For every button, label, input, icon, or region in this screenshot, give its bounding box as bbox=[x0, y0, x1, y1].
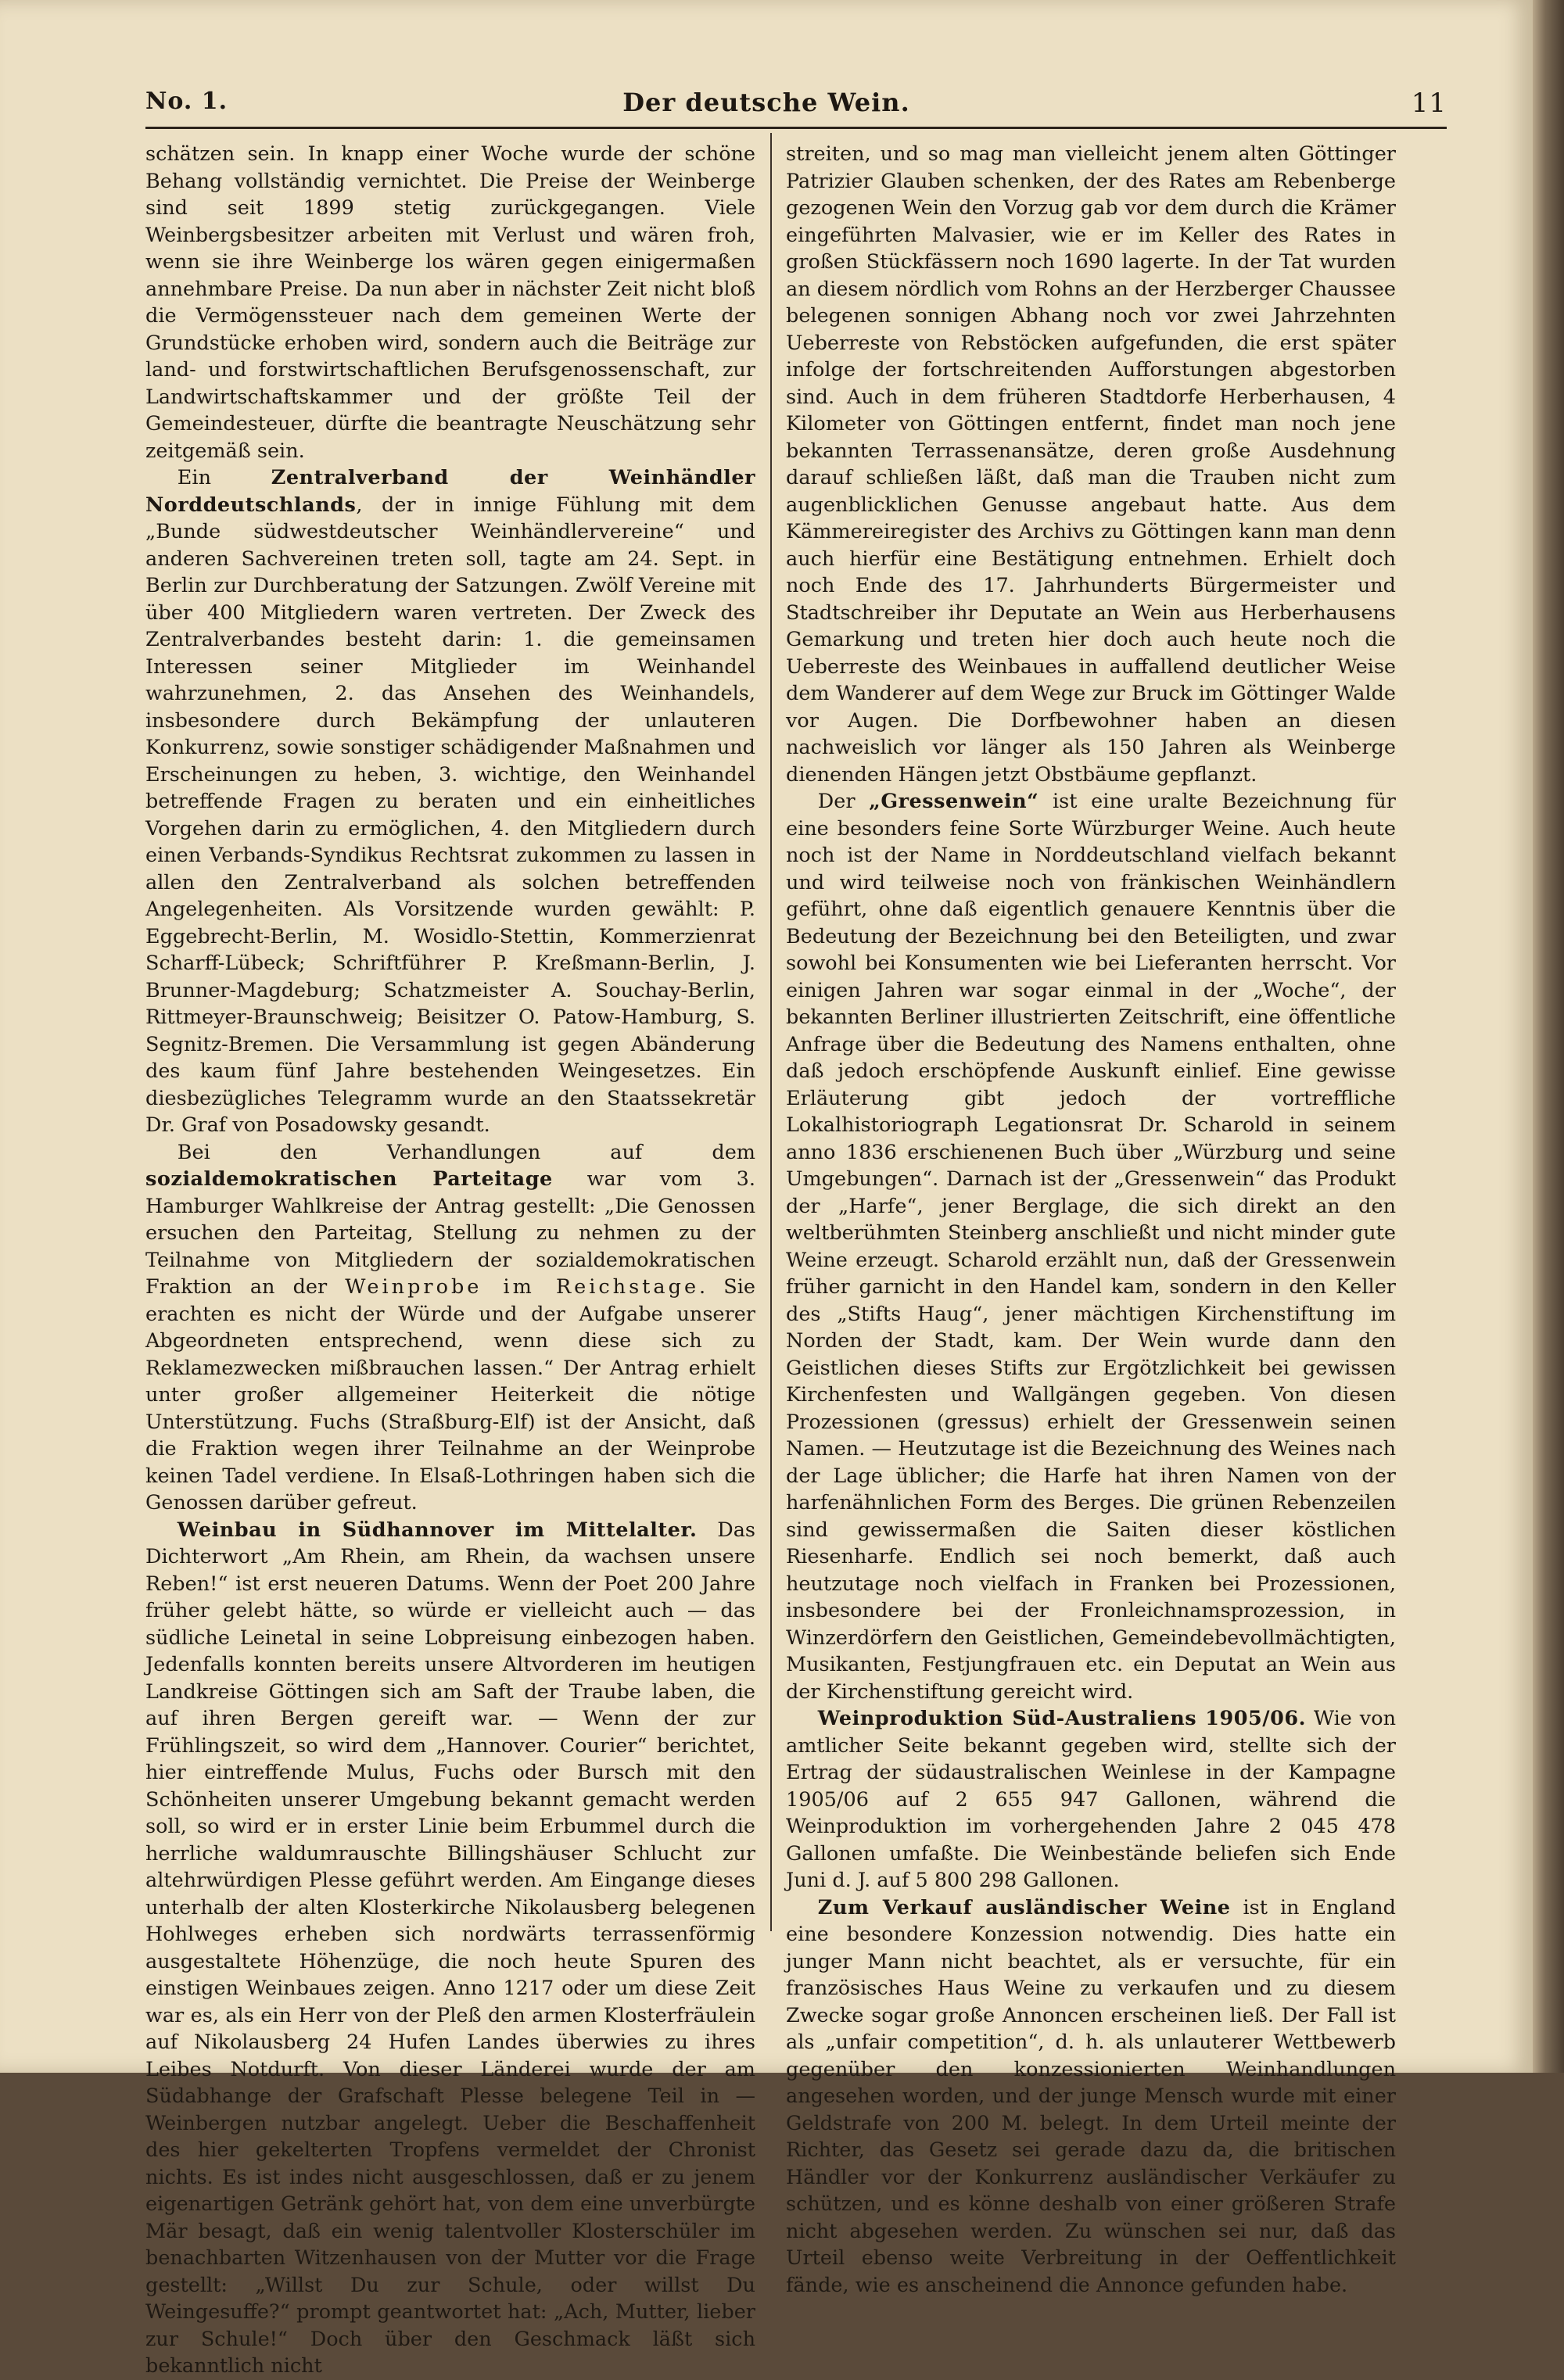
article-paragraph bbox=[786, 788, 1396, 1705]
article-text: Der bbox=[817, 790, 870, 813]
article-text: Wie von amtlicher Seite bekannt gegeben wird, stellte sich der Ertrag der südaustralischen Weinlese in der Kampagne 1905/06 auf 2 655 947 Gallonen, während die Weinproduktion im vorhergehenden Jahre 2 045 478 Gallonen umfaßte. Die Weinbestände beliefen sich Ende Juni d. J. auf 5 800 298 Gallonen. bbox=[786, 1707, 1396, 1892]
article-paragraph bbox=[145, 141, 755, 464]
header-rule bbox=[145, 127, 1447, 129]
article-heading: Zentralverband der Weinhändler Norddeutschlands bbox=[145, 466, 755, 517]
article-paragraph bbox=[145, 1517, 755, 2380]
right-column bbox=[786, 141, 1396, 2299]
article-paragraph bbox=[786, 1705, 1396, 1894]
article-text: Ein bbox=[177, 466, 271, 489]
article-text: Das Dichterwort „Am Rhein, am Rhein, da wachsen unsere Reben!“ ist erst neueren Datums. Wenn der Poet 200 Jahre früher gelebt hätte, so würde er vielleicht auch — das südliche Leinetal in seine Lobpreisung einbezogen haben. Jedenfalls konnten bereits unsere Altvorderen im heutigen Landkreise Göttingen sich am Saft der Traube laben, die auf ihren Bergen gereift war. — Wenn der zur Frühlingszeit, so wird dem „Hannover. Courier“ berichtet, hier eintreffende Mulus, Fuchs oder Bursch mit den Schönheiten unserer Umgebung bekannt gemacht werden soll, so wird er in erster Linie beim Erbummel durch die herrliche waldumrauschte Billingshäuser Schlucht zur altehrwürdigen Plesse geführt werden. Am Eingange dieses unterhalb der alten Klosterkirche Nikolausberg belegenen Hohlweges erheben sich nordwärts terrassenförmig ausgestaltete Höhenzüge, die noch heute Spuren des einstigen Weinbaues zeigen. Anno 1217 oder um diese Zeit war es, als ein Herr von der Pleß den armen Klosterfräulein auf Nikolausberg 24 Hufen Landes überwies zu ihres Leibes Notdurft. Von dieser Länderei wurde der am Südabhange der Grafschaft Plesse belegene Teil in — Weinbergen nutzbar angelegt. Ueber die Beschaffenheit des hier gekelterten Tropfens vermeldet der Chronist nichts. Es ist indes nicht ausgeschlossen, daß er zu jenem eigenartigen Getränk gehört hat, von dem eine unverbürgte Mär besagt, daß ein wenig talentvoller Klosterschüler im benachbarten Witzenhausen von der Mutter vor die Frage gestellt: „Willst Du zur Schule, oder willst Du Weingesuffe?“ prompt geantwortet hat: „Ach, Mutter, lieber zur Schule!“ Doch über den Geschmack läßt sich bekanntlich nicht bbox=[145, 1518, 755, 2378]
article-paragraph bbox=[145, 464, 755, 1139]
article-heading: Weinbau in Südhannover im Mittelalter. bbox=[177, 1518, 698, 1542]
article-text: , der in innige Fühlung mit dem „Bunde südwestdeutscher Weinhändlervereine“ und anderen Sachvereinen treten soll, tagte am 24. Sept. in Berlin zur Durchberatung der Satzungen. Zwölf Vereine mit über 400 Mitgliedern waren vertreten. Der Zweck des Zentralverbandes besteht darin: 1. die gemeinsamen Interessen seiner Mitglieder im Weinhandel wahrzunehmen, 2. das Ansehen des Weinhandels, insbesondere durch Bekämpfung der unlauteren Konkurrenz, sowie sonstiger schädigender Maßnahmen und Erscheinungen zu heben, 3. wichtige, den Weinhandel betreffende Fragen zu beraten und ein einheitliches Vorgehen darin zu ermöglichen, 4. den Mitgliedern durch einen Verbands-Syndikus Rechtsrat zukommen zu lassen in allen den Zentralverband als solchen betreffenden Angelegenheiten. Als Vorsitzende wurden gewählt: P. Eggebrecht-Berlin, M. Wosidlo-Stettin, Kommerzienrat Scharff-Lübeck; Schriftführer P. Kreßmann-Berlin, J. Brunner-Magdeburg; Schatzmeister A. Souchay-Berlin, Rittmeyer-Braunschweig; Beisitzer O. Patow-Hamburg, S. Segnitz-Bremen. Die Versammlung ist gegen Abänderung des kaum fünf Jahre bestehenden Weingesetzes. Ein diesbezügliches Telegramm wurde an den Staatssekretär Dr. Graf von Posadowsky gesandt. bbox=[145, 493, 755, 1137]
book-spine bbox=[1533, 0, 1564, 2073]
article-heading: „Gressenwein“ bbox=[869, 790, 1039, 813]
article-text: war vom 3. Hamburger Wahlkreise der Antrag gestellt: „Die Genossen ersuchen den Parteitag, Stellung zu nehmen zu der Teilnahme von Mitgliedern der sozialdemokratischen Fraktion an der bbox=[145, 1167, 755, 1299]
article-text: schätzen sein. In knapp einer Woche wurde der schöne Behang vollständig vernichtet. Die Preise der Weinberge sind seit 1899 stetig zurückgegangen. Viele Weinbergsbesitzer arbeiten mit Verlust und wären froh, wenn sie ihre Weinberge los wären gegen einigermaßen annehmbare Preise. Da nun aber in nächster Zeit nicht bloß die Vermögenssteuer nach dem gemeinen Werte der Grundstücke erhoben wird, sondern auch die Beiträge zur land- und forstwirtschaftlichen Berufsgenossenschaft, zur Landwirtschaftskammer und der größte Teil der Gemeindesteuer, dürfte die beantragte Neuschätzung sehr zeitgemäß sein. bbox=[145, 142, 755, 463]
article-paragraph bbox=[145, 1139, 755, 1517]
article-heading: sozialdemokratischen Parteitage bbox=[145, 1167, 553, 1191]
article-text: Weinprobe im Reichstage bbox=[345, 1275, 700, 1299]
article-text: ist in England eine besondere Konzession notwendig. Dies hatte ein junger Mann nicht beachtet, als er versuchte, für ein französisches Haus Weine zu verkaufen und zu diesem Zwecke sogar große Annoncen erscheinen ließ. Der Fall ist als „unfair competition“, d. h. als unlauterer Wettbewerb gegenüber den konzessionierten Weinhandlungen angesehen worden, und der junge Mensch wurde mit einer Geldstrafe von 200 M. belegt. In dem Urteil meinte der Richter, das Gesetz sei gerade dazu da, die britischen Händler vor der Konkurrenz ausländischer Verkäufer zu schützen, und es könne deshalb von einer größeren Strafe nicht abgesehen werden. Zu wünschen sei nur, daß das Urteil ebenso weite Verbreitung in der Oeffentlichkeit fände, wie es anscheinend die Annonce gefunden habe. bbox=[786, 1895, 1396, 2297]
article-text: streiten, und so mag man vielleicht jenem alten Göttinger Patrizier Glauben schenken, der des Rates am Rebenberge gezogenen Wein den Vorzug gab vor dem durch die Krämer eingeführten Malvasier, wie er im Keller des Rates in großen Stückfässern noch 1690 lagerte. In der Tat wurden an diesem nördlich vom Rohns an der Herzberger Chaussee belegenen sonnigen Abhang noch vor zwei Jahrzehnten Ueberreste von Rebstöcken aufgefunden, die erst später infolge der fortschreitenden Aufforstungen abgestorben sind. Auch in dem früheren Stadtdorfe Herberhausen, 4 Kilometer von Göttingen entfernt, findet man noch jene bekannten Terrassenansätze, deren große Ausdehnung darauf schließen läßt, daß man die Trauben nicht zum augenblicklichen Genusse angebaut hatte. Aus dem Kämmereiregister des Archivs zu Göttingen kann man denn auch hierfür eine Bestätigung entnehmen. Erhielt doch noch Ende des 17. Jahrhunderts Bürgermeister und Stadtschreiber ihr Deputate an Wein aus Herberhausens Gemarkung und treten hier doch auch heute noch die Ueberreste des Weinbaues in auffallend deutlicher Weise dem Wanderer auf dem Wege zur Bruck im Göttinger Walde vor Augen. Die Dorfbewohner haben an diesen nachweislich vor länger als 150 Jahren als Weinberge dienenden Hängen jetzt Obstbäume gepflanzt. bbox=[786, 142, 1396, 787]
column-divider bbox=[770, 133, 772, 1931]
article-text: . Sie erachten es nicht der Würde und der Aufgabe unserer Abgeordneten entsprechend, wenn diese sich zu Reklamezwecken mißbrauchen lassen.“ Der Antrag erhielt unter großer allgemeiner Heiterkeit die nötige Unterstützung. Fuchs (Straßburg-Elf) ist der Ansicht, daß die Fraktion wegen ihrer Teilnahme an der Weinprobe keinen Tadel verdiene. In Elsaß-Lothringen haben sich die Genossen darüber gefreut. bbox=[145, 1275, 755, 1514]
left-column bbox=[145, 141, 755, 2380]
article-heading: Weinproduktion Süd-Australiens 1905/06. bbox=[817, 1707, 1306, 1730]
article-text: ist eine uralte Bezeichnung für eine besonders feine Sorte Würzburger Weine. Auch heute noch ist der Name in Norddeutschland vielfach bekannt und wird teilweise noch von fränkischen Weinhändlern geführt, ohne daß eigentlich genauere Kenntnis über die Bedeutung der Bezeichnung bei den Beteiligten, und zwar sowohl bei Konsumenten wie bei Lieferanten herrscht. Vor einigen Jahren war sogar einmal in der „Woche“, der bekannten Berliner illustrierten Zeitschrift, eine öffentliche Anfrage über die Bedeutung des Namens enthalten, ohne daß jedoch erschöpfende Auskunft einlief. Eine gewisse Erläuterung gibt jedoch der vortreffliche Lokalhistoriograph Legationsrat Dr. Scharold in seinem anno 1836 erschienenen Buch über „Würzburg und seine Umgebungen“. Darnach ist der „Gressenwein“ das Produkt der „Harfe“, jener Berglage, die sich direkt an den weltberühmten Steinberg anschließt und nicht minder gute Weine erzeugt. Scharold erzählt nun, daß der Gressenwein früher garnicht in den Handel kam, sondern in den Keller des „Stifts Haug“, jener mächtigen Kirchenstiftung im Norden der Stadt, kam. Der Wein wurde dann den Geistlichen dieses Stifts zur Ergötzlichkeit bei gewissen Kirchenfesten und Wallgängen gegeben. Von diesen Prozessionen (gressus) erhielt der Gressenwein seinen Namen. — Heutzutage ist die Bezeichnung des Weines nach der Lage üblicher; die Harfe hat ihren Namen von der harfenähnlichen Form des Berges. Die grünen Rebenzeilen sind gewissermaßen die Saiten dieser köstlichen Riesenharfe. Endlich sei noch bemerkt, daß auch heutzutage noch vielfach in Franken bei Prozessionen, insbesondere bei der Fronleichnamsprozession, in Winzerdörfern den Geistlichen, Gemeindebevollmächtigten, Musikanten, Festjungfrauen etc. ein Deputat an Wein aus der Kirchenstiftung gereicht wird. bbox=[786, 790, 1396, 1704]
publication-title: Der deutsche Wein. bbox=[622, 88, 910, 117]
page-number: 11 bbox=[1411, 88, 1447, 119]
article-text: Bei den Verhandlungen auf dem bbox=[177, 1140, 755, 1164]
article-paragraph bbox=[786, 141, 1396, 788]
issue-number: No. 1. bbox=[145, 88, 228, 115]
article-paragraph bbox=[786, 1894, 1396, 2299]
article-heading: Zum Verkauf ausländischer Weine bbox=[817, 1895, 1231, 1919]
